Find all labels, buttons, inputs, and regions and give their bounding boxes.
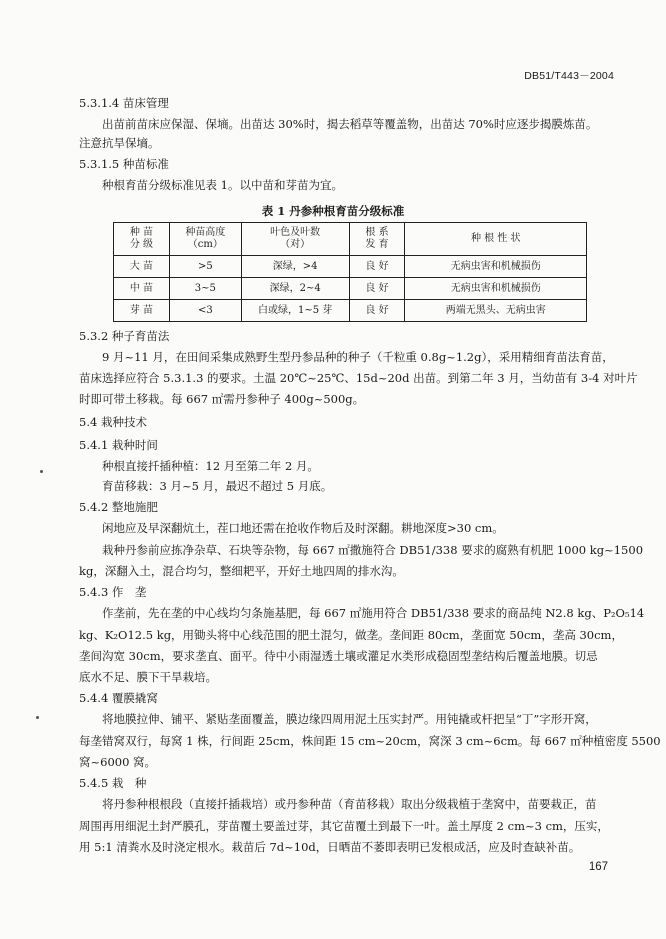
table-row — [114, 300, 587, 322]
cell-height: <3 — [169, 300, 241, 322]
paragraph: 窝~6000 窝。 — [79, 755, 157, 769]
cell-grade: 中 苗 — [114, 278, 170, 300]
paragraph: 出苗前苗床应保湿、保墒。出苗达 30%时，揭去稻草等覆盖物，出苗达 70%时应逐步揭膜炼苗。 — [102, 117, 598, 131]
section-5-4-5-heading: 5.4.5 栽 种 — [79, 776, 147, 790]
column-header-leaf: 叶色及叶数 （对） — [241, 223, 349, 256]
seedling-grade-table — [113, 222, 587, 322]
section-5-3-1-4-heading: 5.3.1.4 苗床管理 — [79, 96, 169, 110]
table-header-row — [114, 223, 587, 256]
paragraph: 9 月~11 月，在田间采集成熟野生型丹参品种的种子（千粒重 0.8g~1.2g），采用精细育苗法育苗， — [102, 350, 614, 364]
cell-height: >5 — [169, 256, 241, 278]
paragraph: 垄间沟宽 30cm，要求垄直、面平。待中小雨湿透土壤或灌足水类形成稳固型垄结构后覆盖地膜。切忌 — [79, 649, 598, 663]
paragraph: 时即可带土移栽。每 667 ㎡需丹参种子 400g~500g。 — [79, 392, 365, 406]
paragraph: 将丹参种根根段（直接扦插栽培）或丹参种苗（育苗移栽）取出分级栽植于垄窝中，苗要栽正，苗 — [102, 797, 597, 811]
paragraph: 每垄错窝双行，每窝 1 株，行间距 25cm，株间距 15 cm~20cm，窝深 3 cm~6cm。每 667 ㎡种植密度 5500 — [79, 734, 661, 748]
paragraph: 周围再用细泥土封严膜孔，芽苗覆土要盖过芽，其它苗覆土到最下一叶。盖土厚度 2 cm~3 cm，压实， — [79, 819, 609, 833]
cell-trait: 无病虫害和机械损伤 — [405, 256, 587, 278]
paragraph: 用 5:1 清粪水及时浇定根水。栽苗后 7d~10d，日晒苗不萎即表明已发根成活，应及时查缺补苗。 — [79, 840, 581, 854]
paragraph: 闲地应及早深翻炕土，茬口地还需在抢收作物后及时深翻。耕地深度>30 cm。 — [102, 521, 504, 535]
paragraph: 苗床选择应符合 5.3.1.3 的要求。土温 20℃~25℃、15d~20d 出苗。到第二年 3 月，当幼苗有 3-4 对叶片 — [79, 371, 638, 385]
table-caption: 表 1 丹参种根育苗分级标准 — [261, 204, 405, 218]
cell-height: 3~5 — [169, 278, 241, 300]
cell-trait: 两端无黑头、无病虫害 — [405, 300, 587, 322]
section-5-4-heading: 5.4 栽种技术 — [79, 415, 147, 429]
paragraph: 种根育苗分级标准见表 1。以中苗和芽苗为宜。 — [102, 178, 343, 192]
column-header-trait: 种 根 性 状 — [405, 223, 587, 256]
section-5-4-1-heading: 5.4.1 栽种时间 — [79, 438, 158, 452]
section-5-4-3-heading: 5.4.3 作 垄 — [79, 585, 147, 599]
paragraph: 种根直接扦插种植：12 月至第二年 2 月。 — [102, 459, 319, 473]
page-number: 167 — [588, 861, 608, 873]
paragraph: 底水不足、膜下干旱栽培。 — [79, 670, 217, 684]
paragraph: 栽种丹参前应拣净杂草、石块等杂物，每 667 ㎡撒施符合 DB51/338 要求的腐熟有机肥 1000 kg~1500 — [102, 543, 644, 557]
paragraph: kg、K₂O12.5 kg，用锄头将中心线范围的肥土混匀，做垄。垄间距 80cm，垄面宽 50cm，垄高 30cm， — [79, 628, 623, 642]
paragraph: 注意抗旱保墒。 — [79, 136, 160, 150]
cell-leaf: 白或绿，1~5 芽 — [241, 300, 349, 322]
column-header-height: 种苗高度 （cm） — [169, 223, 241, 256]
scan-speck — [40, 470, 43, 473]
cell-grade: 芽 苗 — [114, 300, 170, 322]
paragraph: 作垄前，先在垄的中心线均匀条施基肥，每 667 ㎡施用符合 DB51/338 要求的商品纯 N2.8 kg、P₂O₅14 — [102, 606, 645, 620]
cell-root: 良 好 — [349, 300, 405, 322]
paragraph: 将地膜拉伸、铺平、紧贴垄面覆盖，膜边缘四周用泥土压实封严。用钝撬或杆把呈“丁”字形开窝， — [102, 712, 597, 726]
scan-speck — [36, 716, 39, 719]
cell-leaf: 深绿，2~4 — [241, 278, 349, 300]
paragraph: 育苗移栽：3 月~5 月，最迟不超过 5 月底。 — [102, 479, 333, 493]
column-header-root: 根 系 发 育 — [349, 223, 405, 256]
cell-root: 良 好 — [349, 278, 405, 300]
cell-root: 良 好 — [349, 256, 405, 278]
table-row — [114, 256, 587, 278]
section-5-3-2-heading: 5.3.2 种子育苗法 — [79, 329, 170, 343]
section-5-4-2-heading: 5.4.2 整地施肥 — [79, 500, 158, 514]
cell-grade: 大 苗 — [114, 256, 170, 278]
column-header-grade: 种 苗 分 级 — [114, 223, 170, 256]
section-5-3-1-5-heading: 5.3.1.5 种苗标准 — [79, 157, 169, 171]
section-5-4-4-heading: 5.4.4 覆膜撬窝 — [79, 691, 158, 705]
table-row — [114, 278, 587, 300]
cell-trait: 无病虫害和机械损伤 — [405, 278, 587, 300]
cell-leaf: 深绿，>4 — [241, 256, 349, 278]
standard-code: DB51/T443－2004 — [524, 70, 614, 82]
paragraph: kg，深翻入土，混合均匀，整细耙平，开好土地四周的排水沟。 — [79, 564, 404, 578]
